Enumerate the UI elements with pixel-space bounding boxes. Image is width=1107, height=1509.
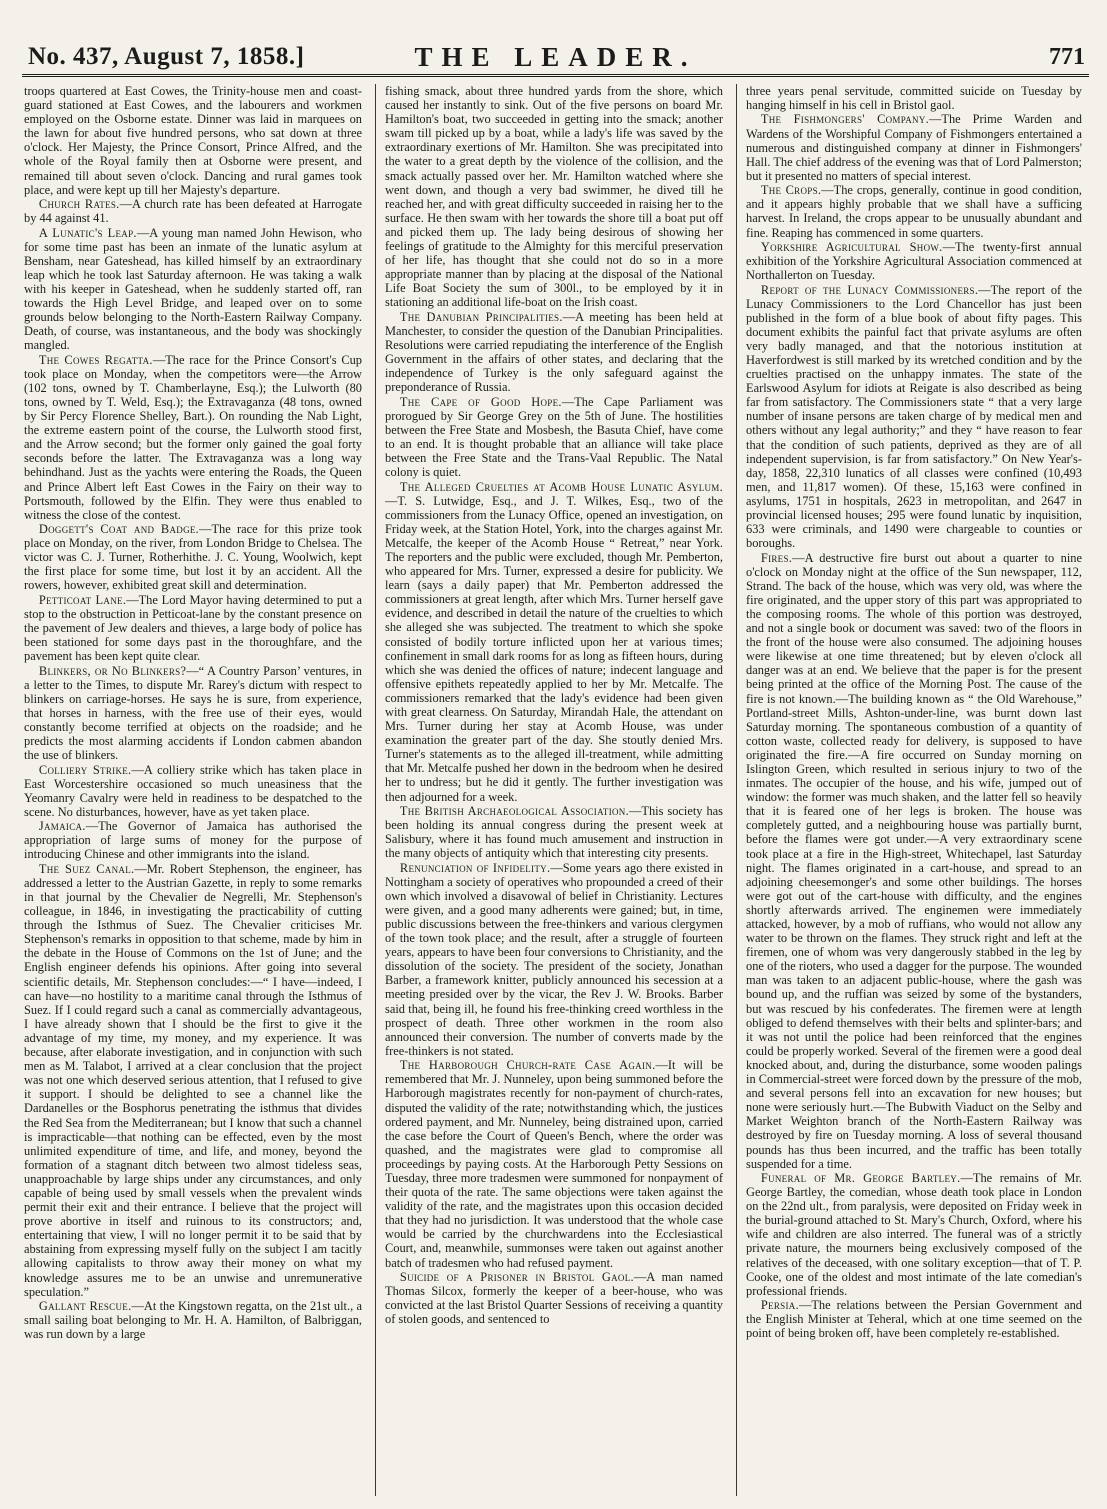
article-text: —The race for this prize took place on Monday, on the river, from London Bridge to Chelsea. The victor was C. J. Turner, Rotherhithe. J. C. Young, Woolwich, kept the first place for some time, but lost it by an accident. All the rowers, however, exhibited great skill and determination. bbox=[24, 522, 362, 593]
article-heading: Blinkers, or No Blinkers? bbox=[38, 663, 187, 678]
article-text: —Mr. Robert Stephenson, the engineer, has addressed a letter to the Austrian Gazette, in reply to some remarks in that journal by the Chevalier de Negrelli, Mr. Stephenson's colleague, in 1846, in investigating the practicability of cutting through the Isthmus of Suez. The Chevalier criticises Mr. Stephenson's remarks in opposition to that scheme, made by him in the debate in the House of Commons on the 1st of June; and the English engineer defends his opinions. After going into several scientific details, Mr. Stephenson concludes:—“ I have—indeed, I can have—no hostility to a maritime canal through the Isthmus of Suez. If I could regard such a canal as commercially advantageous, I have already shown that I should be the first to give it the advantage of my time, my money, and my experience. It was because, after elaborate investigation, and in conjunction with such men as M. Talabot, I arrived at a clear conclusion that the project was not one which deserved serious attention, that I refused to give it support. I should be delighted to see a channel like the Dardanelles or the Bosphorus penetrating the isthmus that divides the Red Sea from the Mediterranean; but I know that such a channel is impracticable—that nothing can be effected, even by the most unlimited expenditure of time, and life, and money, beyond the formation of a stagnant ditch between two almost tideless seas, unapproachable by large ships under any circumstances, and only capable of being used by small vessels when the prevalent winds permit their exit and their entrance. I believe that the project will prove abortive in itself and ruinous to its constructors; and, entertaining that view, I will no longer permit it to be said that by abstaining from expressing myself fully on the subject I am tacitly allowing capitalists to throw away their money on what my knowledge assures me to be an unwise and unremunerative speculation.” bbox=[24, 861, 362, 1299]
masthead bbox=[22, 40, 1089, 77]
article-text: —Some years ago there existed in Nottingham a society of operatives who propounded a creed of their own which involved a disavowal of belief in Christianity. Lectures were given, and a good many adherents were gained; but, in time, public discussions between the free-thinkers and various clergymen of the town took place; and the result, after a struggle of fourteen years, appears to have been four conversions to Christianity, and the dissolution of the society. The president of the society, Jonathan Barber, a framework knitter, publicly announced his secession at a meeting presided over by the vicar, the Rev J. W. Brooks. Barber said that, being ill, he found his free-thinking creed worthless in the prospect of death. Three other workmen in the room also announced their conversion. The number of converts made by the free-thinkers is not stated. bbox=[385, 860, 723, 1058]
article-heading: The Alleged Cruelties at Acomb House Lunatic Asylum. bbox=[399, 479, 723, 494]
column-1 bbox=[24, 84, 362, 1502]
article-paragraph bbox=[746, 283, 1082, 551]
article-heading: Gallant Rescue. bbox=[38, 1299, 132, 1314]
article-paragraph bbox=[24, 353, 362, 522]
article-paragraph bbox=[746, 240, 1082, 282]
article-text: —The report of the Lunacy Commissioners to the Lord Chancellor has just been published in the form of a blue book of about fifty pages. This document exhibits the painful fact that private asylums are often very badly managed, and that the notorious institution at Haverfordwest is still marked by its wretched condition and by the cruelties practised on the unhappy inmates. The state of the Earlswood Asylum for idiots at Reigate is also described as being far from satisfactory. The Commissioners state “ that a very large number of insane persons are taken charge of by medical men and others without any legal authority;” and they “ have reason to fear that the condition of such patients, deprived as they are of all independent supervision, is far from satisfactory.” On New Year's-day, 1858, 22,310 lunatics of all classes were confined (10,493 men, and 11,817 women). Of these, 15,163 were confined in asylums, 1751 in hospitals, 2623 in metropolitan, and 2647 in provincial licensed houses; 295 were found lunatic by inquisition, 633 were criminals, and 1490 were chargeable to counties or boroughs. bbox=[746, 282, 1082, 551]
article-text: —The Lord Mayor having determined to put a stop to the obstruction in Petticoat-lane by the constant presence on the pavement of Jew dealers and thieves, a large body of police has been stationed for some days past in the thoroughfare, and the pavement has been kept quite clear. bbox=[24, 592, 362, 664]
article-text: —A church rate has been defeated at Harrogate by 44 against 41. bbox=[24, 197, 362, 226]
article-text: three years penal servitude, committed suicide on Tuesday by hanging himself in his cell in Bristol gaol. bbox=[746, 84, 1082, 113]
newspaper-title: THE LEADER. bbox=[414, 42, 697, 72]
article-paragraph bbox=[24, 819, 362, 861]
article-paragraph bbox=[385, 84, 723, 310]
article-text: —It will be remembered that Mr. J. Nunneley, upon being summoned before the Harborough magistrates recently for non-payment of church-rates, disputed the validity of the rate; notwithstanding which, the justices ordered payment, and Mr. Nunneley, being distrained upon, carried the case before the Court of Queen's Bench, where the order was quashed, and the magistrates were glad to compromise all proceedings by paying costs. At the Harborough Petty Sessions on Tuesday, three more tradesmen were summoned for nonpayment of their quota of the rate. The same objections were taken against the validity of the rate, and the magistrates upon this occasion decided that they had no jurisdiction. It was understood that the whole case would be carried by the churchwardens into the Ecclesiastical Court, and, meanwhile, summonses were taken out against another batch of tradesmen who had refused payment. bbox=[385, 1058, 723, 1270]
article-heading: A Lunatic's Leap. bbox=[38, 225, 137, 240]
column-rule bbox=[375, 84, 376, 1496]
article-heading: Doggett's Coat and Badge. bbox=[38, 522, 200, 537]
article-paragraph bbox=[746, 112, 1082, 182]
article-text: troops quartered at East Cowes, the Trinity-house men and coast-guard stationed at East Cowes, and the labourers and workmen employed on the Osborne estate. Dinner was laid in marquees on the lawn for about five hundred persons, who sat down at three o'clock. Her Majesty, the Prince Consort, Prince Alfred, and the whole of the Royal family then at Osborne were present, and remained till about seven o'clock. Dancing and rural games took place, and were kept up till her Majesty's departure. bbox=[24, 84, 362, 197]
article-text: —T. S. Lutwidge, Esq., and J. T. Wilkes, Esq., two of the commissioners from the Lunacy Office, opened an investigation, on Friday week, at the Station Hotel, York, into the charges against Mr. Metcalfe, the keeper of the Acomb House “ Retreat,” near York. The reporters and the public were excluded, though Mr. Pemberton, who appeared for Mrs. Turner, expressed a desire for publicity. We learn (says a daily paper) that Mr. Pemberton addressed the commissioners at great length, after which Mrs. Turner herself gave evidence, and described in detail the nature of the cruelties to which she alleged she was subjected. The treatment to which she spoke consisted of bodily torture inflicted upon her at various times; confinement in small dark rooms for as long as fifteen hours, during which she was denied the offices of nature; indecent language and offensive epithets repeatedly applied to her by Mr. Metcalfe. The commissioners remarked that the lady's evidence had been given with great clearness. On Saturday, Mirandah Hale, the attendant on Mrs. Turner during her stay at Acomb House, was under examination the greater part of the day. She stoutly denied Mrs. Turner's statements as to the alleged ill-treatment, while admitting that Mr. Metcalfe pushed her down in the bedroom when he desired her to undress; but he did it gently. The further investigation was then adjourned for a week. bbox=[385, 493, 723, 804]
article-paragraph bbox=[385, 1270, 723, 1326]
issue-date: No. 437, August 7, 1858.] bbox=[28, 43, 305, 70]
article-text: —This society has been holding its annual congress during the present week at Salisbury, where it has found much amusement and instruction in the many objects of antiquity which that interesting city presents. bbox=[385, 803, 723, 861]
article-paragraph bbox=[24, 84, 362, 197]
article-text: —A destructive fire burst out about a quarter to nine o'clock on Monday night at the office of the Sun newspaper, 112, Strand. The back of the house, which was very old, was where the fire originated, and the upper story of this part was appropriated to the composing rooms. The whole of this portion was destroyed, and not a single book or document was saved: two of the floors in the front of the house were also consumed. The adjoining houses were likewise at one time threatened; but by eleven o'clock all danger was at an end. We believe that the paper is for the present being printed at the office of the Morning Post. The cause of the fire is not known.—The building known as “ the Old Warehouse,” Portland-street Mills, Ashton-under-line, was burnt down last Saturday morning. The spontaneous combustion of a quantity of cotton waste, collected ready for delivery, is supposed to have originated the fire.—A fire occurred on Sunday morning on Islington Green, which resulted in serious injury to two of the inmates. The occupier of the house, and his wife, jumped out of window: the former was much shaken, and the latter fell so heavily that it is feared one of her legs is broken. The house was completely gutted, and a neighbouring house was partially burnt, before the flames were got under.—A very extraordinary scene took place at a fire in the High-street, Whitechapel, last Saturday night. The flames originated in a cart-house, and spread to an adjoining cheesemonger's and some other buildings. The horses were got out of the cart-house with difficulty, and the engines shortly afterwards arrived. The enginemen were immediately attacked, however, by a mob of ruffians, who would not allow any water to be thrown on the flames. They struck right and left at the firemen, one of whom was very dangerously stabbed in the leg by one of the rioters, who used a dagger for the purpose. The wounded man was taken to an adjacent public-house, where the gash was bound up, and the ruffian was seized by some of the bystanders, but was rescued by his confederates. The firemen were at length obliged to defend themselves with their belts and splinter-bars; and it was not until the police had been reinforced that the engines could be properly worked. Several of the firemen were a good deal knocked about, and, during the disturbance, some wooden palings in Commercial-street were forced down by the pressure of the mob, and several persons fell into an excavation for new houses; but none were seriously hurt.—The Bubwith Viaduct on the Selby and Market Weighton branch of the North-Eastern Railway was destroyed by fire on Tuesday morning. A loss of several thousand pounds has thus been incurred, and the traffic has been totally suspended for a time. bbox=[746, 550, 1082, 1171]
article-heading: Persia. bbox=[760, 1298, 799, 1313]
article-heading: The Fishmongers' Company. bbox=[760, 112, 930, 127]
article-text: —The relations between the Persian Government and the English Minister at Teheral, which at one time seemed on the point of being broken off, have been completely re-established. bbox=[746, 1298, 1082, 1341]
article-text: —“ A Country Parson’ ventures, in a letter to the Times, to dispute Mr. Rarey's dictum with respect to blinkers on carriage-horses. He says he is sure, from experience, that horses in harness, with the free use of their eyes, would constantly become terrified at objects on the roadside; and he predicts the most alarming accidents if London cabmen abandon the use of blinkers. bbox=[24, 663, 362, 763]
article-heading: Fires. bbox=[760, 550, 793, 565]
article-text: —The remains of Mr. George Bartley, the comedian, whose death took place in London on the 22nd ult., from paralysis, were deposited on Friday week in the burial-ground attached to St. Mary's Church, Oxford, where his wife and children are also interred. The funeral was of a strictly private nature, the mourners being exclusively composed of the relatives of the deceased, with one solitary exception—that of T. P. Cooke, one of the oldest and most intimate of the late comedian's professional friends. bbox=[746, 1171, 1082, 1298]
article-heading: The Harborough Church-rate Case Again. bbox=[399, 1058, 656, 1073]
article-heading: Yorkshire Agricultural Show. bbox=[760, 239, 943, 254]
column-3 bbox=[746, 84, 1082, 1502]
article-paragraph bbox=[746, 551, 1082, 1171]
article-heading: The Cowes Regatta. bbox=[38, 352, 153, 367]
article-text: —At the Kingstown regatta, on the 21st ult., a small sailing boat belonging to Mr. H. A. Hamilton, of Balbriggan, was run down by a large bbox=[24, 1299, 362, 1342]
article-heading: Petticoat Lane. bbox=[38, 592, 127, 607]
article-paragraph bbox=[24, 522, 362, 592]
article-paragraph bbox=[385, 480, 723, 804]
article-paragraph bbox=[385, 395, 723, 480]
article-heading: Jamaica. bbox=[38, 819, 86, 834]
article-paragraph bbox=[24, 226, 362, 353]
article-paragraph bbox=[385, 804, 723, 860]
article-heading: Colliery Strike. bbox=[38, 762, 132, 777]
article-paragraph bbox=[746, 84, 1082, 112]
article-heading: Funeral of Mr. George Bartley. bbox=[760, 1171, 961, 1185]
article-paragraph bbox=[24, 763, 362, 819]
article-text: —A man named Thomas Silcox, formerly the keeper of a beer-house, who was convicted at the last Bristol Quarter Sessions of receiving a quantity of stolen goods, and sentenced to bbox=[385, 1269, 723, 1327]
column-2 bbox=[385, 84, 723, 1502]
article-paragraph bbox=[385, 1058, 723, 1269]
article-paragraph bbox=[385, 861, 723, 1058]
article-paragraph bbox=[746, 1298, 1082, 1340]
article-heading: The Cape of Good Hope. bbox=[399, 394, 562, 409]
column-rule bbox=[736, 84, 737, 1496]
article-paragraph bbox=[746, 183, 1082, 239]
article-text: —The Prime Warden and Wardens of the Worshipful Company of Fishmongers entertained a numerous and distinguished company at dinner in Fishmongers' Hall. The chief address of the evening was that of Lord Palmerston; but it presented no matters of special interest. bbox=[746, 112, 1082, 183]
article-paragraph bbox=[24, 664, 362, 763]
article-text: —A colliery strike which has taken place in East Worcestershire occasioned so much uneasiness that the Yeomanry Cavalry were held in readiness to be despatched to the scene. No disturbances, however, have as yet taken place. bbox=[24, 762, 362, 819]
article-text: fishing smack, about three hundred yards from the shore, which caused her instantly to sink. Out of the five persons on board Mr. Hamilton's boat, two succeeded in getting into the smack; another swam till picked up by a boat, while a lady's life was saved by the extraordinary exertions of Mr. Hamilton. She was precipitated into the water to a great depth by the violence of the collision, and the smack actually passed over her. Mr. Hamilton watched where she went down, and though a very bad swimmer, he dived till he reached her, and with great difficulty succeeded in raising her to the surface. He then swam with her towards the shore till a boat put off and picked them up. The lady being desirous of showing her feelings of gratitude to the Almighty for this merciful preservation of her life, has thought that she could not do so in a more appropriate manner than by placing at the disposal of the National Life Boat Society the sum of 300l., to be employed by it in stationing an additional life-boat on the Irish coast. bbox=[385, 84, 723, 310]
article-heading: Suicide of a Prisoner in Bristol Gaol. bbox=[399, 1269, 634, 1284]
article-text: —The Governor of Jamaica has authorised the appropriation of large sums of money for the purpose of introducing Chinese and other immigrants into the island. bbox=[24, 819, 362, 862]
article-paragraph bbox=[385, 310, 723, 395]
article-text: —A young man named John Hewison, who for some time past has been an inmate of the lunatic asylum at Bensham, near Gateshead, has killed himself by an extraordinary leap which he took last Saturday afternoon. He was taking a walk with his keeper in Gateshead, when he suddenly started off, ran towards the High Level Bridge, and leaped over on to some grounds below belonging to the North-Eastern Railway Company. Death, of course, was instantaneous, and the body was shockingly mangled. bbox=[24, 225, 362, 353]
article-text: —The twenty-first annual exhibition of the Yorkshire Agricultural Association commenced at Northallerton on Tuesday. bbox=[746, 239, 1082, 283]
article-heading: The Danubian Principalities. bbox=[399, 309, 563, 324]
article-paragraph bbox=[24, 862, 362, 1299]
article-paragraph bbox=[24, 593, 362, 663]
page-number: 771 bbox=[1049, 44, 1085, 70]
article-paragraph bbox=[24, 197, 362, 225]
article-paragraph bbox=[24, 1299, 362, 1341]
article-heading: The British Archaeological Association. bbox=[399, 803, 629, 818]
article-paragraph bbox=[746, 1171, 1082, 1298]
article-heading: Church Rates. bbox=[38, 197, 120, 212]
article-text: —The race for the Prince Consort's Cup took place on Monday, when the competitors were—the Arrow (102 tons, owned by T. Chamberlayne, Esq.); the Lulworth (80 tons, owned by T. Weld, Esq.); the Extravaganza (48 tons, owned by Sir Percy Florence Shelley, Bart.). On rounding the Nab Light, the extreme eastern point of the course, the Lulworth stood first, and the Arrow second; but the former only gained the goal forty seconds before the latter. The Extravaganza was a long way behindhand. Just as the yachts were entering the Roads, the Queen and Prince Albert left East Cowes in the Fairy on their way to Portsmouth, followed by the Elfin. They were thus enabled to witness the close of the contest. bbox=[24, 352, 362, 522]
article-text: —A meeting has been held at Manchester, to consider the question of the Danubian Principalities. Resolutions were carried repudiating the interference of the English Government in the affairs of other states, and declaring that the independence of Turkey is the only safeguard against the preponderance of Russia. bbox=[385, 309, 723, 395]
article-heading: The Crops. bbox=[760, 183, 822, 198]
article-heading: Renunciation of Infidelity. bbox=[399, 860, 551, 875]
article-text: —The Cape Parliament was prorogued by Sir George Grey on the 5th of June. The hostilities between the Free State and Mosbesh, the Basuta Chief, have come to an end. It is thought probable that an alliance will take place between the Free State and the Trans-Vaal Republic. The Natal colony is quiet. bbox=[385, 394, 723, 480]
article-heading: Report of the Lunacy Commissioners. bbox=[760, 282, 979, 297]
article-heading: The Suez Canal. bbox=[38, 861, 135, 876]
article-text: —The crops, generally, continue in good condition, and it appears highly probable that we shall have a sufficing harvest. In Ireland, the crops appear to be unusually abundant and fine. Reaping has commenced in some quarters. bbox=[746, 183, 1082, 240]
